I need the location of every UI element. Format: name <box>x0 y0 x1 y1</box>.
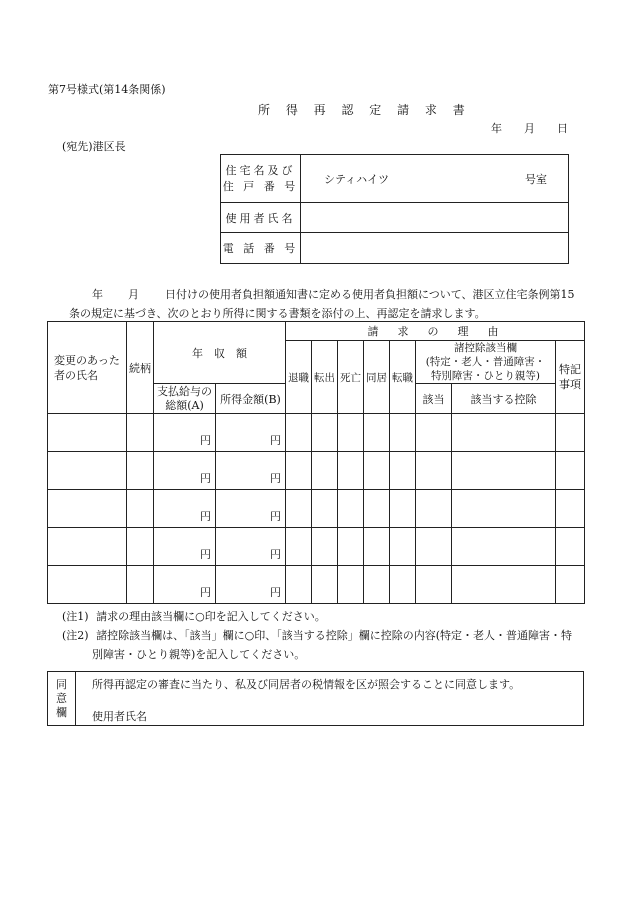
col-applicable-deduction-header: 該当する控除 <box>452 384 556 414</box>
table-row <box>48 566 585 604</box>
reason-jobchange <box>390 341 416 414</box>
applicant-table <box>220 154 569 264</box>
table-cell[interactable] <box>312 452 338 490</box>
yen-unit: 円 <box>270 586 281 599</box>
col-special-header: 特記事項 <box>556 341 585 414</box>
table-cell[interactable] <box>390 528 416 566</box>
user-name-label: 使用者氏名 <box>221 203 301 233</box>
table-cell[interactable] <box>416 566 452 604</box>
table-cell[interactable] <box>338 490 364 528</box>
table-row <box>48 528 585 566</box>
table-cell[interactable] <box>48 528 127 566</box>
col-income-header: 年 収 額 <box>154 322 286 384</box>
table-cell[interactable] <box>556 528 585 566</box>
table-cell[interactable] <box>216 414 286 452</box>
yen-unit: 円 <box>270 548 281 561</box>
deduction-detail-2: 特別障害・ひとり親等) <box>430 370 541 382</box>
table-cell[interactable] <box>48 566 127 604</box>
deduction-title: 諸控除該当欄 <box>454 342 517 354</box>
table-cell[interactable] <box>364 452 390 490</box>
col-salary-header: 支払給与の総額(A) <box>154 384 216 414</box>
table-cell[interactable] <box>127 528 154 566</box>
reason-label: 同居 <box>366 371 387 384</box>
address-label-cell <box>221 155 301 203</box>
yen-unit: 円 <box>200 586 211 599</box>
page-title: 所 得 再 認 定 請 求 書 <box>258 103 471 117</box>
table-cell[interactable] <box>48 414 127 452</box>
table-cell[interactable] <box>312 566 338 604</box>
note2-label: (注2) <box>62 629 89 642</box>
col-relation-header: 続柄 <box>127 322 154 414</box>
table-cell[interactable] <box>216 566 286 604</box>
yen-unit: 円 <box>270 434 281 447</box>
phone-label: 電 話 番 号 <box>221 233 301 264</box>
table-cell[interactable] <box>48 490 127 528</box>
table-cell[interactable] <box>154 566 216 604</box>
yen-unit: 円 <box>200 510 211 523</box>
reason-cohabitation <box>364 341 390 414</box>
table-cell[interactable] <box>154 414 216 452</box>
table-cell[interactable] <box>416 414 452 452</box>
table-cell[interactable] <box>312 414 338 452</box>
table-cell[interactable] <box>390 566 416 604</box>
table-cell[interactable] <box>338 452 364 490</box>
room-suffix: 号室 <box>525 173 547 186</box>
table-cell[interactable] <box>48 452 127 490</box>
main-table <box>47 321 585 604</box>
table-cell[interactable] <box>154 452 216 490</box>
table-cell[interactable] <box>556 452 585 490</box>
table-cell[interactable] <box>216 528 286 566</box>
table-cell[interactable] <box>452 490 556 528</box>
date-year: 年 <box>491 122 502 135</box>
table-cell[interactable] <box>127 414 154 452</box>
table-cell[interactable] <box>364 528 390 566</box>
address-value-cell[interactable] <box>301 155 569 203</box>
consent-label: 同意欄 <box>56 677 67 719</box>
table-cell[interactable] <box>364 566 390 604</box>
table-cell[interactable] <box>312 528 338 566</box>
col-applicable-header: 該当 <box>416 384 452 414</box>
yen-unit: 円 <box>270 472 281 485</box>
table-cell[interactable] <box>364 414 390 452</box>
body-line1-month: 月 <box>128 288 139 301</box>
table-cell[interactable] <box>416 452 452 490</box>
table-cell[interactable] <box>452 452 556 490</box>
table-cell[interactable] <box>556 490 585 528</box>
table-cell[interactable] <box>286 566 312 604</box>
yen-unit: 円 <box>200 434 211 447</box>
note-2 <box>62 627 572 643</box>
table-cell[interactable] <box>286 528 312 566</box>
table-cell[interactable] <box>338 528 364 566</box>
body-line1-year: 年 <box>92 288 103 301</box>
date-day: 日 <box>557 122 568 135</box>
table-cell[interactable] <box>286 452 312 490</box>
col-reason-header: 請 求 の 理 由 <box>286 322 585 341</box>
table-cell[interactable] <box>364 490 390 528</box>
yen-unit: 円 <box>200 472 211 485</box>
table-cell[interactable] <box>390 490 416 528</box>
building-name: シティハイツ <box>324 173 390 186</box>
form-number: 第7号様式(第14条関係) <box>48 83 166 96</box>
table-cell[interactable] <box>452 566 556 604</box>
body-line1-rest: 日付けの使用者負担額通知書に定める使用者負担額について、港区立住宅条例第15 <box>165 288 575 301</box>
table-cell[interactable] <box>416 528 452 566</box>
reason-label: 死亡 <box>340 371 361 384</box>
table-cell[interactable] <box>127 452 154 490</box>
reason-label: 退職 <box>288 371 309 384</box>
reason-moveout <box>312 341 338 414</box>
table-cell[interactable] <box>127 566 154 604</box>
yen-unit: 円 <box>200 548 211 561</box>
reason-label: 転職 <box>392 371 413 384</box>
table-cell[interactable] <box>556 566 585 604</box>
table-cell[interactable] <box>452 528 556 566</box>
yen-unit: 円 <box>270 510 281 523</box>
reason-death <box>338 341 364 414</box>
table-row <box>48 414 585 452</box>
table-cell[interactable] <box>286 490 312 528</box>
note-1 <box>62 608 326 624</box>
table-row <box>48 452 585 490</box>
consent-body-cell[interactable] <box>76 672 584 726</box>
table-cell[interactable] <box>154 528 216 566</box>
table-cell[interactable] <box>390 452 416 490</box>
table-cell[interactable] <box>416 490 452 528</box>
address-label-2: 住 戸 番 号 <box>222 179 299 193</box>
table-cell[interactable] <box>452 414 556 452</box>
table-row <box>48 490 585 528</box>
note2-text-1: 諸控除該当欄は、「該当」欄に○印、「該当する控除」欄に控除の内容(特定・老人・普通障害・特 <box>96 629 572 642</box>
body-line-1 <box>92 286 575 302</box>
note1-label: (注1) <box>62 610 89 623</box>
note2-text-2: 別障害・ひとり親等)を記入してください。 <box>92 648 306 661</box>
deduction-header <box>416 341 556 384</box>
consent-label-cell <box>48 672 76 726</box>
consent-signature-label: 使用者氏名 <box>92 710 147 723</box>
table-cell[interactable] <box>286 414 312 452</box>
reason-retirement <box>286 341 312 414</box>
table-cell[interactable] <box>390 414 416 452</box>
col-name-header: 変更のあった者の氏名 <box>48 322 127 414</box>
reason-label: 転出 <box>314 371 335 384</box>
body-line-2: 条の規定に基づき、次のとおり所得に関する書類を添付の上、再認定を請求します。 <box>69 307 486 320</box>
consent-text: 所得再認定の審査に当たり、私及び同居者の税情報を区が照会することに同意します。 <box>92 678 521 691</box>
table-cell[interactable] <box>338 414 364 452</box>
consent-table <box>47 671 584 726</box>
deduction-detail-1: (特定・老人・普通障害・ <box>425 356 546 368</box>
address-label-1: 住宅名及び <box>225 163 296 177</box>
table-cell[interactable] <box>216 490 286 528</box>
phone-field[interactable] <box>301 233 569 264</box>
table-cell[interactable] <box>216 452 286 490</box>
user-name-field[interactable] <box>301 203 569 233</box>
note1-text: 請求の理由該当欄に○印を記入してください。 <box>96 610 326 623</box>
table-cell[interactable] <box>154 490 216 528</box>
table-cell[interactable] <box>556 414 585 452</box>
table-cell[interactable] <box>312 490 338 528</box>
table-cell[interactable] <box>127 490 154 528</box>
table-cell[interactable] <box>338 566 364 604</box>
date-month: 月 <box>524 122 535 135</box>
col-income-amount-header: 所得金額(B) <box>216 384 286 414</box>
addressee: (宛先)港区長 <box>62 140 126 153</box>
